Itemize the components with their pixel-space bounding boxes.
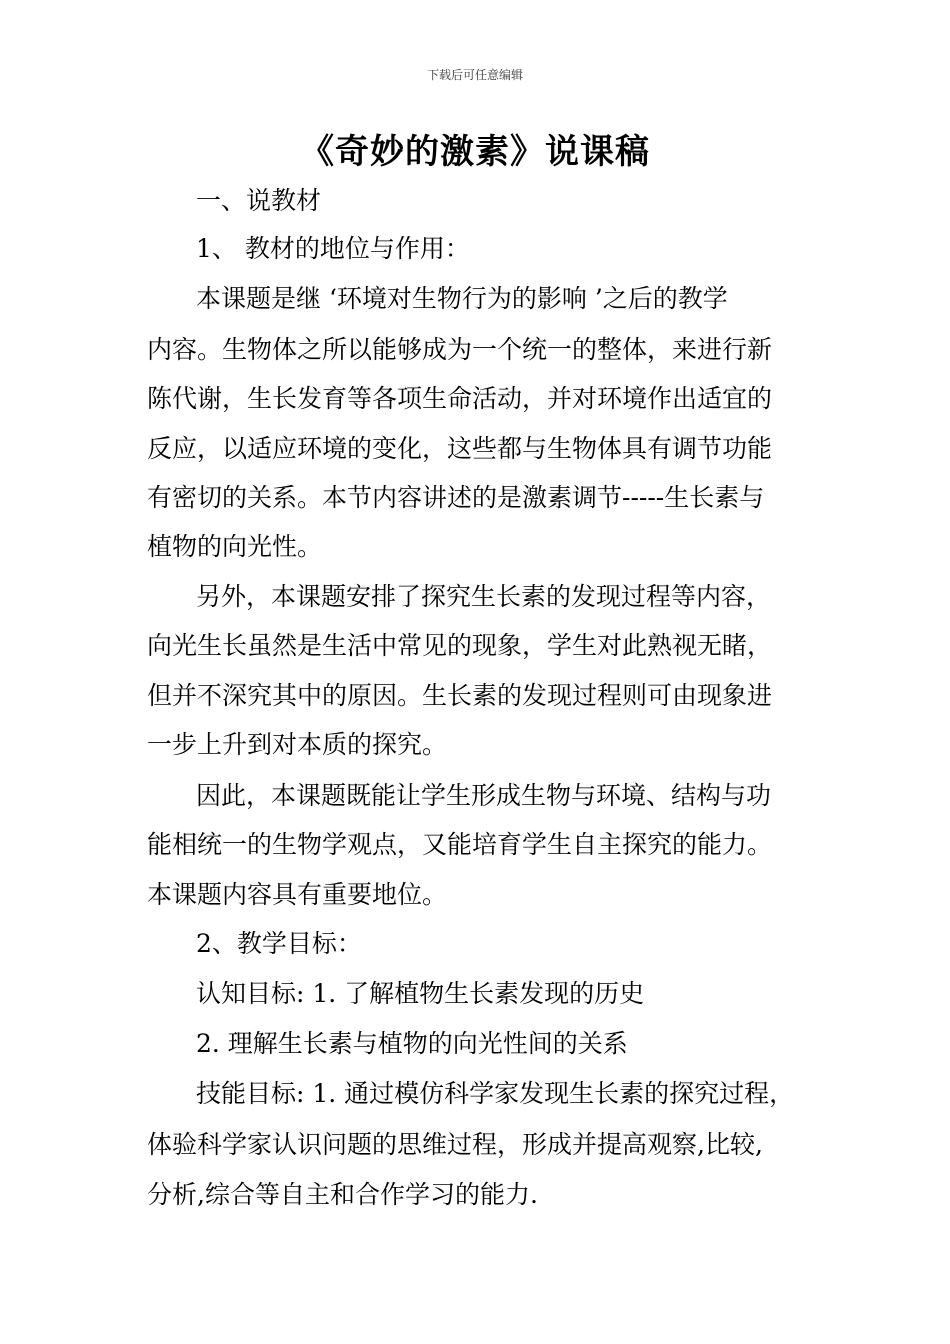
paragraph-line: 但并不深究其中的原因。生长素的发现过程则可由现象进	[147, 681, 773, 710]
goal-line: 2. 理解生长素与植物的向光性间的关系	[196, 1029, 628, 1058]
paragraph-line: 陈代谢，生长发育等各项生命活动，并对环境作出适宜的	[147, 384, 773, 413]
header-note: 下载后可任意编辑	[426, 68, 523, 82]
paragraph-line: 本课题内容具有重要地位。	[147, 880, 448, 909]
document-title: 《奇妙的激素》说课稿	[300, 132, 650, 172]
paragraph-line: 有密切的关系。本节内容讲述的是激素调节-----生长素与	[147, 483, 765, 512]
paragraph-line: 植物的向光性。	[147, 532, 323, 561]
paragraph-line: 分析,综合等自主和合作学习的能力.	[147, 1180, 538, 1209]
subheading-2: 2、教学目标：	[196, 929, 362, 958]
paragraph-line: 向光生长虽然是生活中常见的现象，学生对此熟视无睹，	[147, 631, 773, 660]
goal-line: 技能目标: 1. 通过模仿科学家发现生长素的探究过程，	[196, 1079, 795, 1108]
subheading-1: 1、 教材的地位与作用：	[196, 234, 470, 263]
paragraph-line: 能相统一的生物学观点，又能培育学生自主探究的能力。	[147, 830, 773, 859]
goal-line: 认知目标: 1. 了解植物生长素发现的历史	[196, 979, 645, 1008]
paragraph-line: 体验科学家认识问题的思维过程，形成并提高观察,比较,	[147, 1130, 763, 1159]
paragraph-line: 一步上升到对本质的探究。	[147, 730, 448, 759]
paragraph-line: 因此，本课题既能让学生形成生物与环境、结构与功	[196, 781, 772, 810]
paragraph-line: 本课题是继 ‘环境对生物行为的影响 ’之后的教学	[196, 284, 728, 313]
paragraph-line: 反应，以适应环境的变化，这些都与生物体具有调节功能	[147, 434, 773, 463]
paragraph-line: 内容。生物体之所以能够成为一个统一的整体，来进行新	[147, 335, 773, 364]
paragraph-line: 另外，本课题安排了探究生长素的发现过程等内容，	[196, 582, 772, 611]
section-heading-1: 一、说教材	[196, 186, 322, 215]
